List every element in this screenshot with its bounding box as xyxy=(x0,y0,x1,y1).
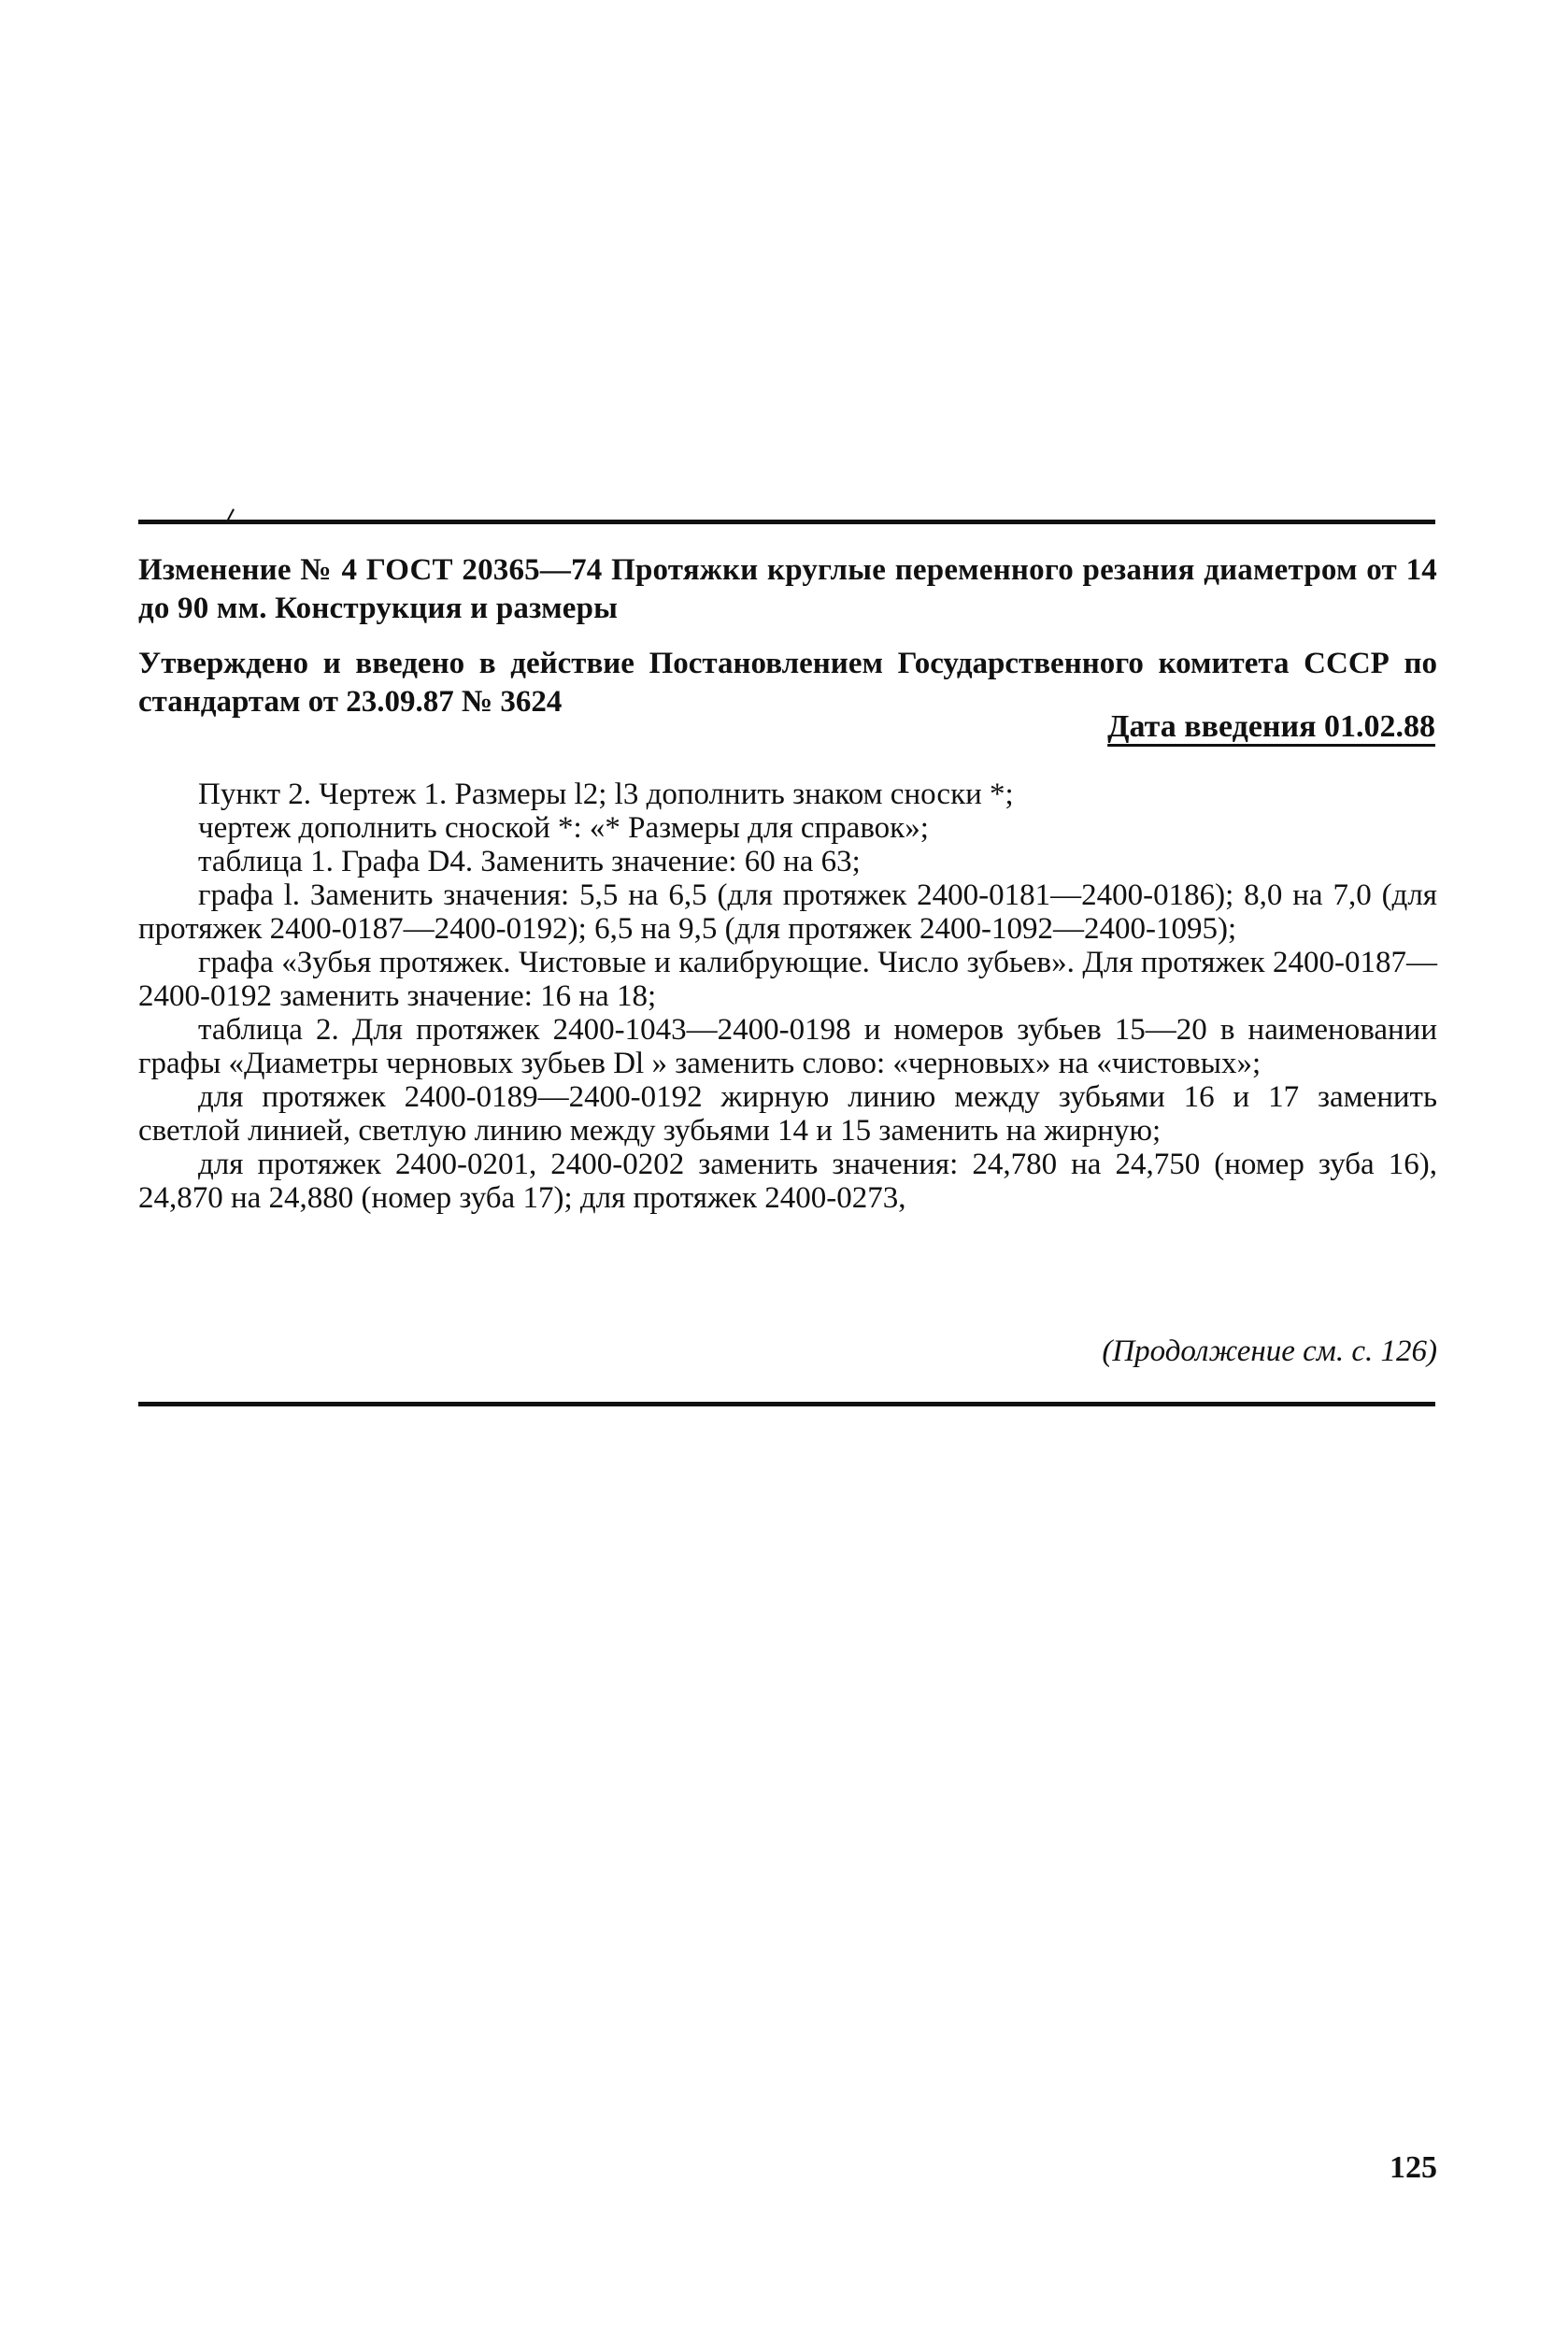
body-paragraph: чертеж дополнить сноской *: «* Размеры для справок»; xyxy=(198,811,929,845)
bottom-rule xyxy=(138,1402,1435,1406)
body-paragraph: графа «Зубья протяжек. Чистовые и калибрующие. Число зубьев». Для протяжек 2400-0187—2400-0192 заменить значение: 16 на 18; xyxy=(138,946,1437,1013)
effective-date: Дата введения 01.02.88 xyxy=(1107,709,1435,744)
page-number: 125 xyxy=(1390,2150,1437,2185)
body-paragraph: таблица 1. Графа D4. Заменить значение: 60 на 63; xyxy=(198,845,861,878)
top-rule xyxy=(138,520,1435,524)
continuation-note: (Продолжение см. с. 126) xyxy=(1102,1334,1437,1368)
amendment-body xyxy=(138,778,1437,1215)
body-paragraph: таблица 2. Для протяжек 2400-1043—2400-0198 и номеров зубьев 15—20 в наименовании графы «Диаметры черновых зубьев Dl » заменить слово: «черновых» на «чистовых»; xyxy=(138,1013,1437,1080)
body-paragraph: для протяжек 2400-0201, 2400-0202 заменить значения: 24,780 на 24,750 (номер зуба 16), 24,870 на 24,880 (номер зуба 17); для протяжек 2400-0273, xyxy=(138,1148,1437,1215)
scan-mark xyxy=(227,508,235,520)
body-paragraph: графа l. Заменить значения: 5,5 на 6,5 (для протяжек 2400-0181—2400-0186); 8,0 на 7,0 (для протяжек 2400-0187—2400-0192); 6,5 на 9,5 (для протяжек 2400-1092—2400-1095); xyxy=(138,878,1437,946)
body-paragraph: для протяжек 2400-0189—2400-0192 жирную линию между зубьями 16 и 17 заменить светлой линией, светлую линию между зубьями 14 и 15 заменить на жирную; xyxy=(138,1080,1437,1148)
amendment-title: Изменение № 4 ГОСТ 20365—74 Протяжки круглые переменного резания диаметром от 14 до 90 мм. Конструкция и размеры xyxy=(138,553,1437,625)
amendment-heading xyxy=(138,551,1437,628)
approval-text: Утверждено и введено в действие Постановлением Государственного комитета СССР по стандартам от 23.09.87 № 3624 xyxy=(138,647,1437,719)
body-paragraph: Пункт 2. Чертеж 1. Размеры l2; l3 дополнить знаком сноски *; xyxy=(198,778,1014,811)
